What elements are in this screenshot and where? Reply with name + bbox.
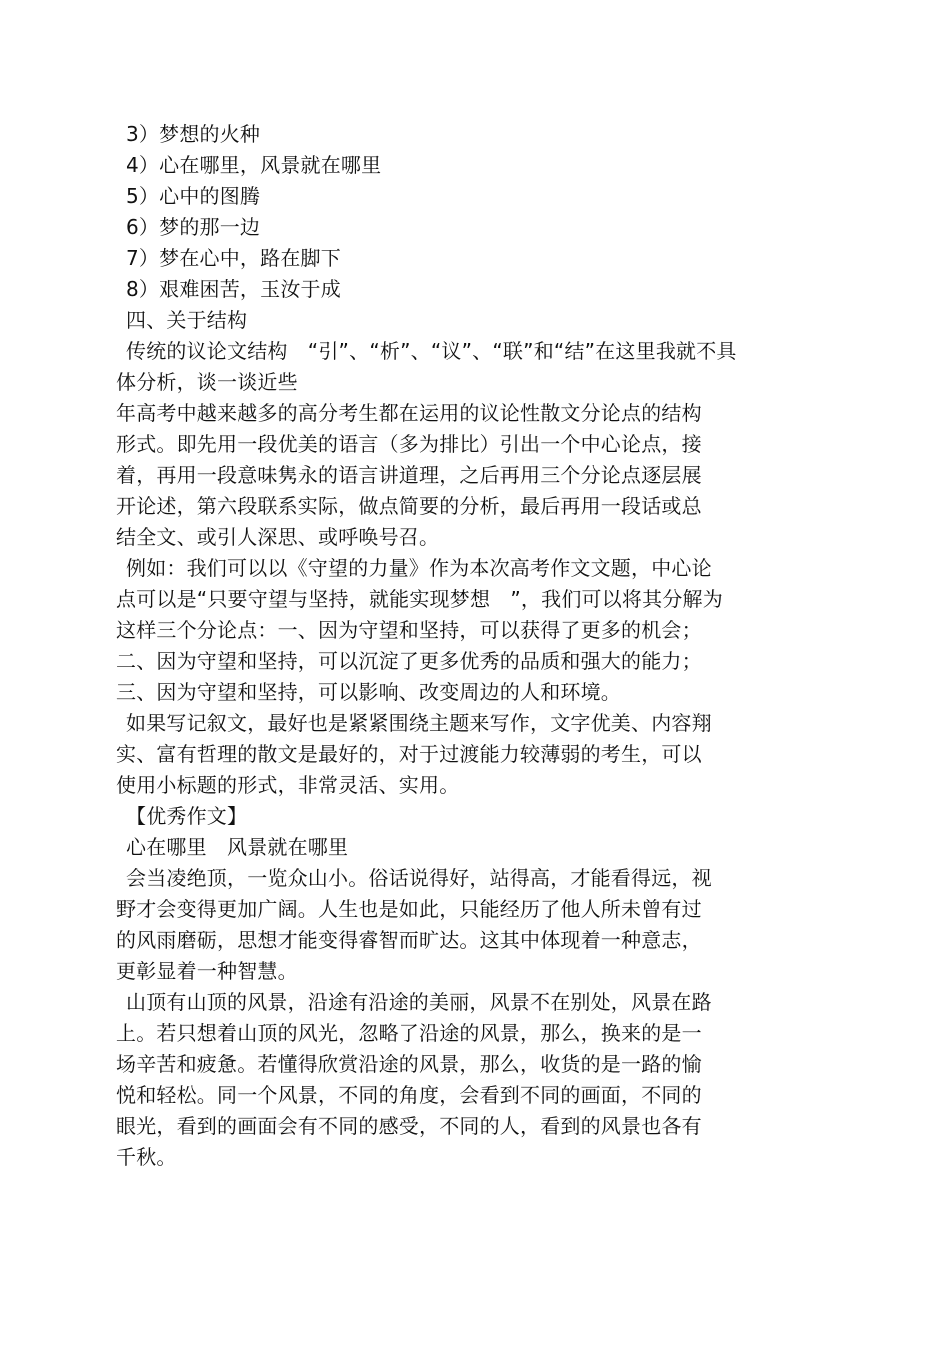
paragraph-line: 会当凌绝顶，一览众山小。俗话说得好，站得高，才能看得远，视 [126,866,712,890]
paragraph-line: 结全文、或引人深思、或呼唤号召。 [116,525,440,549]
paragraph-line: 二、因为守望和坚持，可以沉淀了更多优秀的品质和强大的能力； [116,649,702,673]
paragraph-line: 的风雨磨砺，思想才能变得睿智而旷达。这其中体现着一种意志， [116,928,702,952]
paragraph-line: 眼光，看到的画面会有不同的感受，不同的人，看到的风景也各有 [116,1114,702,1138]
paragraph-line: 山顶有山顶的风景，沿途有沿途的美丽，风景不在别处，风景在路 [126,990,712,1014]
paragraph-line: 如果写记叙文，最好也是紧紧围绕主题来写作，文字优美、内容翔 [126,711,712,735]
paragraph-line: 着，再用一段意味隽永的语言讲道理，之后再用三个分论点逐层展 [116,463,702,487]
paragraph-line: 上。若只想着山顶的风光，忽略了沿途的风景，那么，换来的是一 [116,1021,702,1045]
essay-title: 心在哪里 风景就在哪里 [126,835,349,859]
paragraph-line: 千秋。 [116,1145,177,1169]
paragraph-line: 三、因为守望和坚持，可以影响、改变周边的人和环境。 [116,680,621,704]
paragraph-line: 例如：我们可以以《守望的力量》作为本次高考作文文题，中心论 [126,556,712,580]
paragraph-line: 场辛苦和疲惫。若懂得欣赏沿途的风景，那么，收货的是一路的愉 [116,1052,702,1076]
list-item-4: 4）心在哪里，风景就在哪里 [126,153,382,177]
paragraph-line: 这样三个分论点：一、因为守望和坚持，可以获得了更多的机会； [116,618,702,642]
paragraph-line: 更彰显着一种智慧。 [116,959,298,983]
paragraph-line: 实、富有哲理的散文是最好的，对于过渡能力较薄弱的考生，可以 [116,742,702,766]
paragraph-line: 传统的议论文结构 “引”、“析”、“议”、“联”和“结”在这里我就不具 [126,339,737,363]
list-item-3: 3）梦想的火种 [126,122,261,146]
paragraph-line: 使用小标题的形式，非常灵活、实用。 [116,773,460,797]
section-heading-structure: 四、关于结构 [126,308,248,332]
paragraph-line: 年高考中越来越多的高分考生都在运用的议论性散文分论点的结构 [116,401,702,425]
list-item-5: 5）心中的图腾 [126,184,261,208]
list-item-8: 8）艰难困苦，玉汝于成 [126,277,341,301]
paragraph-line: 悦和轻松。同一个风景，不同的角度，会看到不同的画面，不同的 [116,1083,702,1107]
paragraph-line: 体分析，谈一谈近些 [116,370,298,394]
paragraph-line: 点可以是“只要守望与坚持，就能实现梦想 ”，我们可以将其分解为 [116,587,723,611]
list-item-6: 6）梦的那一边 [126,215,261,239]
section-heading-excellent-essay: 【优秀作文】 [126,804,248,828]
list-item-7: 7）梦在心中，路在脚下 [126,246,341,270]
paragraph-line: 开论述，第六段联系实际，做点简要的分析，最后再用一段话或总 [116,494,702,518]
paragraph-line: 形式。即先用一段优美的语言（多为排比）引出一个中心论点，接 [116,432,702,456]
paragraph-line: 野才会变得更加广阔。人生也是如此，只能经历了他人所未曾有过 [116,897,702,921]
